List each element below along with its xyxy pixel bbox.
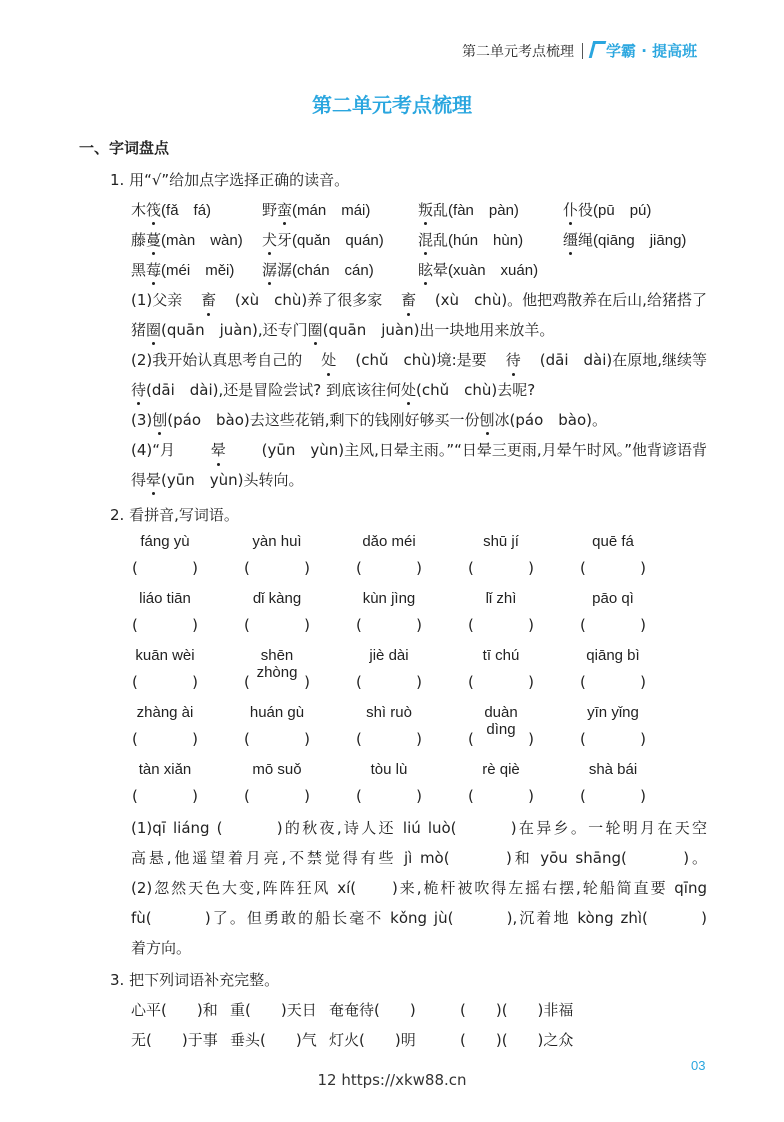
sentence-line [131, 319, 554, 340]
dotted-char: 犬 [262, 231, 278, 249]
pinyin-prompt: shū jí [483, 533, 519, 550]
pinyin-prompt: tī chú [482, 647, 520, 664]
idiom-blank[interactable]: ( )( )非福 [460, 1001, 574, 1019]
vocab-item [262, 199, 370, 220]
pinyin-prompt: kuān wèi [135, 647, 195, 664]
pinyin-options: (quǎn quán) [292, 232, 384, 249]
fill-sentence: 着方向。 [131, 939, 192, 957]
pinyin-prompt: quē fá [592, 533, 634, 550]
paren-close: ) [528, 730, 534, 748]
paren-open: ( [468, 559, 474, 577]
paren-open: ( [580, 673, 586, 691]
pinyin-prompt: yīn yǐng [587, 704, 639, 721]
answer-blank[interactable] [468, 616, 534, 634]
paren-open: ( [356, 730, 362, 748]
paren-close: ) [192, 616, 198, 634]
answer-blank[interactable] [132, 673, 198, 691]
paren-open: ( [244, 673, 250, 691]
paren-close: ) [304, 730, 310, 748]
dotted-char: 晕 [146, 471, 162, 489]
dotted-char: 待 [505, 351, 521, 369]
vocab-item [262, 229, 384, 250]
pinyin-prompt: yàn huì [252, 533, 302, 550]
word-char: 绳 [578, 231, 594, 249]
vocab-item [563, 199, 651, 220]
paren-close: ) [416, 730, 422, 748]
pinyin-prompt: mō suǒ [252, 761, 302, 778]
sentence-line [131, 439, 707, 460]
answer-blank[interactable] [132, 616, 198, 634]
pinyin-prompt: dǐ kàng [252, 590, 302, 607]
sentence-line [131, 469, 304, 490]
running-header [462, 40, 697, 61]
fill-sentence: (2)忽然天色大变,阵阵狂风 xí( )来,桅杆被吹得左摇右摆,轮船简直要 qīng [131, 879, 707, 897]
text-segment: (páo bào)去这些花销,剩下的钱刚好够买一份 [167, 411, 480, 429]
paren-close: ) [640, 730, 646, 748]
unit-title: 第二单元考点梳理 [462, 44, 574, 60]
vocab-item [131, 229, 243, 250]
paren-close: ) [528, 559, 534, 577]
vocab-item [418, 229, 523, 250]
paren-open: ( [468, 616, 474, 634]
answer-blank[interactable] [244, 673, 310, 691]
answer-blank[interactable] [468, 730, 534, 748]
text-segment: (1)父亲 [131, 291, 183, 309]
sentence-line [131, 379, 535, 400]
pinyin-prompt: zhàng ài [136, 704, 194, 721]
answer-blank[interactable] [356, 616, 422, 634]
vocab-item [131, 199, 211, 220]
vocab-item [262, 259, 374, 280]
dotted-char: 莓 [146, 261, 162, 279]
pinyin-prompt: liáo tiān [139, 590, 191, 607]
answer-blank[interactable] [580, 559, 646, 577]
word-char: 乱 [433, 201, 449, 219]
answer-blank[interactable] [356, 559, 422, 577]
answer-blank[interactable] [468, 787, 534, 805]
pinyin-prompt: fáng yù [140, 533, 190, 550]
answer-blank[interactable] [356, 730, 422, 748]
answer-blank[interactable] [580, 787, 646, 805]
question-3-label: 3. 把下列词语补充完整。 [110, 971, 280, 989]
answer-blank[interactable] [468, 673, 534, 691]
answer-blank[interactable] [580, 616, 646, 634]
text-segment: (dāi dài),还是冒险尝试? 到底该往何 [146, 381, 401, 399]
dotted-char: 晕 [210, 441, 226, 459]
idiom-blank[interactable]: 重( )天日 [230, 1001, 317, 1019]
text-segment: (quān juàn),还专门 [161, 321, 308, 339]
dotted-char: 圈 [307, 321, 323, 339]
answer-blank[interactable] [132, 730, 198, 748]
paren-open: ( [132, 559, 138, 577]
pinyin-options: (fàn pàn) [448, 202, 519, 219]
answer-blank[interactable] [244, 616, 310, 634]
paren-open: ( [580, 559, 586, 577]
text-segment: (3) [131, 411, 153, 429]
pinyin-prompt: shà bái [588, 761, 638, 778]
paren-close: ) [304, 787, 310, 805]
paren-close: ) [304, 673, 310, 691]
paren-open: ( [132, 730, 138, 748]
dotted-char: 刨 [152, 411, 168, 429]
paren-close: ) [192, 730, 198, 748]
paren-open: ( [244, 730, 250, 748]
sentence-line [131, 409, 607, 430]
pinyin-prompt: duàn dìng [484, 704, 518, 738]
pinyin-options: (pū pú) [593, 202, 652, 219]
dotted-char: 畜 [201, 291, 217, 309]
word-char: 黑 [131, 261, 147, 279]
pinyin-prompt: lǐ zhì [485, 590, 517, 607]
dotted-char: 刨 [479, 411, 495, 429]
paren-close: ) [304, 559, 310, 577]
idiom-blank[interactable]: 无( )于事 [131, 1031, 218, 1049]
dotted-char: 叛 [418, 201, 434, 219]
text-segment: (yūn yùn)头转向。 [161, 471, 304, 489]
vocab-item [563, 229, 686, 250]
paren-open: ( [356, 787, 362, 805]
idiom-blank[interactable]: 垂头( )气 [230, 1031, 317, 1049]
text-segment: 得 [131, 471, 147, 489]
pinyin-prompt: pāo qì [592, 590, 634, 607]
vocab-item [131, 259, 234, 280]
paren-close: ) [416, 616, 422, 634]
word-char: 晕 [433, 261, 449, 279]
answer-blank[interactable] [580, 730, 646, 748]
word-char: 木 [131, 201, 147, 219]
question-2-label: 2. 看拼音,写词语。 [110, 506, 239, 524]
answer-blank[interactable] [244, 787, 310, 805]
pinyin-options: (méi měi) [161, 262, 235, 279]
paren-close: ) [640, 616, 646, 634]
answer-blank[interactable] [132, 559, 198, 577]
dotted-char: 处 [400, 381, 416, 399]
dotted-char: 处 [321, 351, 337, 369]
text-segment: 猪 [131, 321, 147, 339]
paren-open: ( [132, 787, 138, 805]
brand-logo: 学霸 · 提高班 [606, 42, 698, 60]
word-char: 藤 [131, 231, 147, 249]
idiom-blank[interactable]: ( )( )之众 [460, 1031, 574, 1049]
dotted-char: 缰 [563, 231, 579, 249]
paren-open: ( [244, 616, 250, 634]
answer-blank[interactable] [580, 673, 646, 691]
answer-blank[interactable] [244, 559, 310, 577]
word-char: 役 [578, 201, 594, 219]
sentence-line [131, 349, 707, 370]
idiom-blank[interactable]: 心平( )和 [131, 1001, 218, 1019]
text-segment: (xù chù)。他把鸡散养在后山,给猪搭了 [434, 291, 707, 309]
paren-close: ) [640, 559, 646, 577]
word-char: 乱 [433, 231, 449, 249]
paren-open: ( [244, 787, 250, 805]
section-heading: 一、字词盘点 [79, 139, 170, 157]
paren-close: ) [192, 559, 198, 577]
text-segment: (chǔ chù)境:是要 [355, 351, 487, 369]
paren-close: ) [304, 616, 310, 634]
paren-open: ( [580, 616, 586, 634]
idiom-blank[interactable]: 奄奄待( ) [329, 1001, 416, 1019]
vocab-item [418, 259, 538, 280]
text-segment: (2)我开始认真思考自己的 [131, 351, 303, 369]
pinyin-prompt: dǎo méi [362, 533, 416, 550]
paren-close: ) [528, 616, 534, 634]
text-segment: (xù chù)养了很多家 [234, 291, 383, 309]
dotted-char: 蛮 [277, 201, 293, 219]
dotted-char: 畜 [401, 291, 417, 309]
paren-open: ( [468, 787, 474, 805]
answer-blank[interactable] [132, 787, 198, 805]
graduation-cap-icon [589, 41, 607, 58]
pinyin-options: (chán cán) [292, 262, 374, 279]
paren-open: ( [356, 559, 362, 577]
pinyin-options: (hún hùn) [448, 232, 524, 249]
page-title: 第二单元考点梳理 [312, 93, 472, 117]
dotted-char: 蔓 [146, 231, 162, 249]
vocab-item [418, 199, 519, 220]
paren-open: ( [468, 730, 474, 748]
pinyin-options: (mán mái) [292, 202, 371, 219]
word-char: 牙 [277, 231, 293, 249]
idiom-blank[interactable]: 灯火( )明 [329, 1031, 416, 1049]
pinyin-prompt: huán gù [249, 704, 305, 721]
dotted-char: 混 [418, 231, 434, 249]
answer-blank[interactable] [356, 673, 422, 691]
paren-close: ) [416, 559, 422, 577]
paren-close: ) [528, 673, 534, 691]
paren-close: ) [192, 673, 198, 691]
pinyin-prompt: tàn xiǎn [138, 761, 192, 778]
paren-open: ( [580, 730, 586, 748]
text-segment: (4)“月 [131, 441, 176, 459]
pinyin-prompt: rè qiè [482, 761, 520, 778]
sentence-line [131, 289, 707, 310]
pinyin-options: (fǎ fá) [161, 202, 212, 219]
pinyin-options: (màn wàn) [161, 232, 243, 249]
answer-blank[interactable] [244, 730, 310, 748]
word-char: 野 [262, 201, 278, 219]
paren-close: ) [640, 673, 646, 691]
answer-blank[interactable] [356, 787, 422, 805]
paren-close: ) [192, 787, 198, 805]
pinyin-prompt: qiāng bì [586, 647, 640, 664]
paren-open: ( [244, 559, 250, 577]
page-number: 03 [691, 1058, 706, 1073]
dotted-char: 圈 [146, 321, 162, 339]
paren-close: ) [528, 787, 534, 805]
dotted-char: 仆 [563, 201, 579, 219]
paren-open: ( [132, 616, 138, 634]
answer-blank[interactable] [468, 559, 534, 577]
text-segment: (quān juàn)出一块地用来放羊。 [322, 321, 555, 339]
pinyin-prompt: shēn zhòng [256, 647, 298, 681]
dotted-char: 筏 [146, 201, 162, 219]
paren-close: ) [416, 673, 422, 691]
text-segment: (chǔ chù)去呢? [416, 381, 536, 399]
pinyin-prompt: tòu lù [370, 761, 408, 778]
word-char: 潺 [277, 261, 293, 279]
paren-open: ( [132, 673, 138, 691]
text-segment: 冰(páo bào)。 [494, 411, 608, 429]
paren-open: ( [356, 616, 362, 634]
paren-open: ( [356, 673, 362, 691]
pinyin-options: (qiāng jiāng) [593, 232, 687, 249]
text-segment: (yūn yùn)主风,日晕主雨。”“日晕三更雨,月晕午时风。”他背谚语背 [261, 441, 707, 459]
dotted-char: 潺 [262, 261, 278, 279]
paren-open: ( [580, 787, 586, 805]
paren-close: ) [640, 787, 646, 805]
dotted-char: 眩 [418, 261, 434, 279]
pinyin-options: (xuàn xuán) [448, 262, 539, 279]
dotted-char: 待 [131, 381, 147, 399]
pinyin-prompt: shì ruò [366, 704, 412, 721]
fill-sentence: fù( )了。但勇敢的船长毫不 kǒng jù( ),沉着地 kòng zhì( ) [131, 909, 707, 927]
header-divider [582, 43, 583, 59]
fill-sentence: 高悬,他遥望着月亮,不禁觉得有些 jì mò( )和 yōu shāng( )。 [131, 849, 707, 867]
paren-close: ) [416, 787, 422, 805]
pinyin-prompt: jiè dài [369, 647, 409, 664]
pinyin-prompt: kùn jìng [362, 590, 416, 607]
footer-watermark: 12 https://xkw88.cn [317, 1071, 467, 1089]
fill-sentence: (1)qī liáng ( )的秋夜,诗人还 liú luò( )在异乡。一轮明月在天空 [131, 819, 707, 837]
text-segment: (dāi dài)在原地,继续等 [539, 351, 707, 369]
paren-open: ( [468, 673, 474, 691]
question-1-label: 1. 用“√”给加点字选择正确的读音。 [110, 171, 350, 189]
